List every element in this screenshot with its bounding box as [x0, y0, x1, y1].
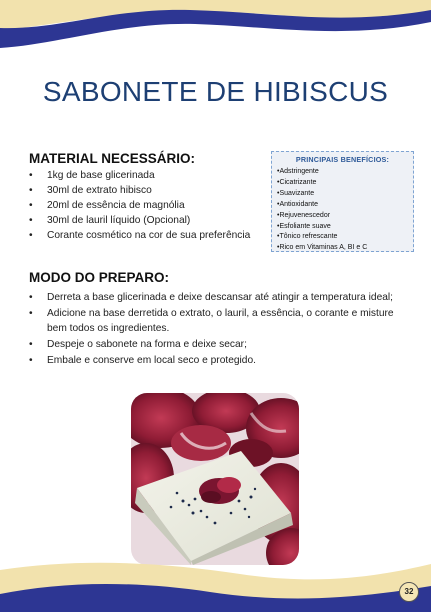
benefits-heading: PRINCIPAIS BENEFÍCIOS: — [295, 155, 390, 164]
benefits-box — [271, 151, 414, 252]
materials-list — [29, 168, 269, 243]
list-item: •Adstringente — [277, 168, 319, 175]
list-item: •Tônico refrescante — [277, 233, 338, 241]
list-item: •Esfoliante suave — [277, 222, 331, 230]
list-item: • Embale e conserve em local seco e protegido. — [29, 355, 256, 366]
preparation-list — [29, 290, 414, 369]
list-item: • Despeje o sabonete na forma e deixe secar; — [29, 339, 247, 350]
list-item: •Suavizante — [277, 189, 315, 197]
materials-heading: MATERIAL NECESSÁRIO: — [29, 151, 196, 166]
list-item: •Rico em Vitaminas A, BI e C — [277, 244, 368, 252]
soap-photo — [131, 393, 299, 565]
list-item: • 30ml de extrato hibisco — [29, 185, 152, 196]
soap-illustration — [131, 393, 299, 565]
list-item: •Antioxidante — [277, 200, 318, 208]
list-item: • 20ml de essência de magnólia — [29, 200, 185, 211]
page-number-badge: 32 — [399, 582, 419, 602]
list-item: •Cicatrizante — [277, 178, 317, 186]
list-item: • Derreta a base glicerinada e deixe descansar até atingir a temperatura ideal; — [29, 292, 394, 303]
list-item: • Corante cosmético na cor de sua preferência — [29, 230, 251, 241]
list-item: • 1kg de base glicerinada — [29, 170, 155, 181]
bottom-wave-decoration — [0, 552, 431, 612]
preparation-heading: MODO DO PREPARO: — [29, 270, 170, 285]
list-item: •Rejuvenescedor — [277, 211, 331, 219]
benefits-list — [277, 167, 408, 254]
top-wave-decoration — [0, 0, 431, 58]
list-item: • Adicione na base derretida o extrato, o lauril, a essência, o corante e misture bem todos os ingredientes. — [29, 308, 394, 334]
page-title: SABONETE DE HIBISCUS — [42, 76, 389, 107]
list-item: • 30ml de lauril líquido (Opcional) — [29, 215, 191, 226]
